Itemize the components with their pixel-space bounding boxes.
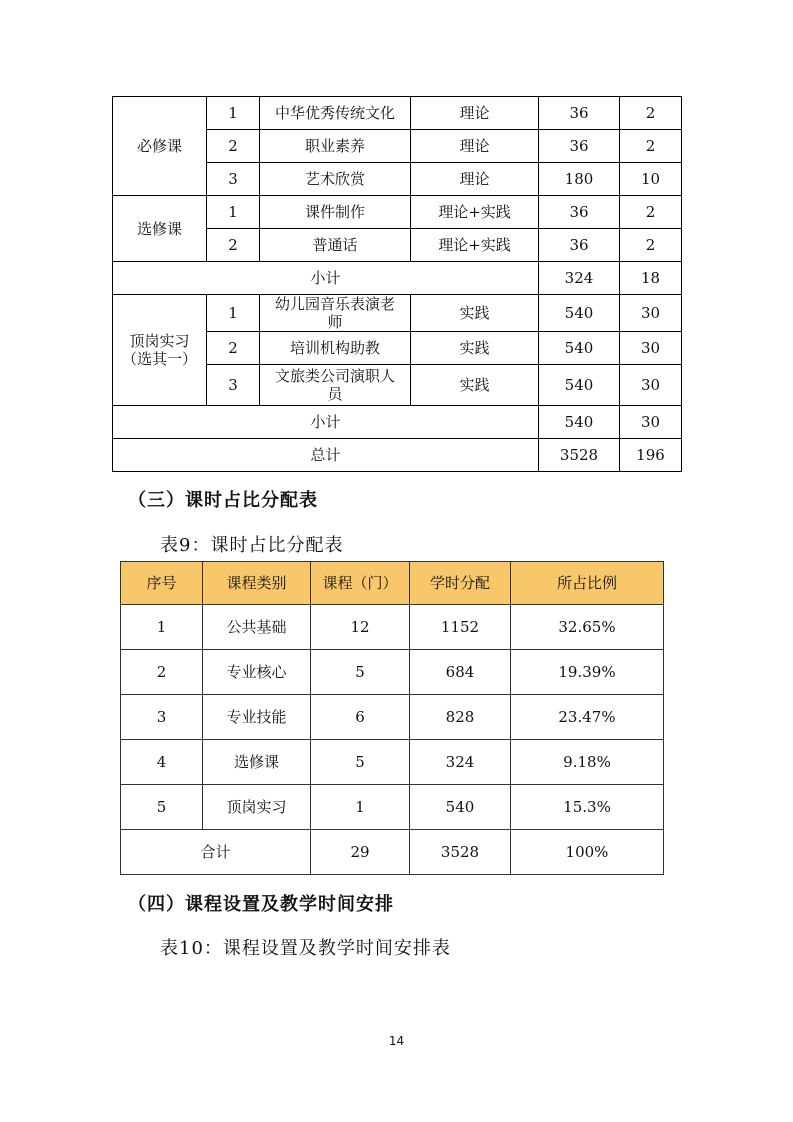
row-number: 2 bbox=[207, 332, 260, 365]
category-line: 顶岗实习 bbox=[129, 332, 190, 350]
course-type: 理论 bbox=[411, 97, 539, 130]
section-heading: （三）课时占比分配表 bbox=[128, 490, 318, 511]
course-credits: 2 bbox=[620, 196, 682, 229]
total-courses: 29 bbox=[311, 830, 410, 875]
subtotal-credits: 30 bbox=[620, 406, 682, 439]
course-credits: 30 bbox=[620, 332, 682, 365]
section-heading: （四）课程设置及教学时间安排 bbox=[128, 894, 394, 915]
page-number: 14 bbox=[388, 1034, 405, 1048]
course-credits: 2 bbox=[620, 229, 682, 262]
course-name: 课件制作 bbox=[260, 196, 411, 229]
subtotal-credits: 18 bbox=[620, 262, 682, 295]
total-hours: 3528 bbox=[539, 439, 620, 472]
column-header: 学时分配 bbox=[410, 562, 511, 605]
table-row bbox=[113, 295, 682, 332]
course-hours: 540 bbox=[539, 295, 620, 332]
course-count: 5 bbox=[311, 740, 410, 785]
row-number: 1 bbox=[207, 97, 260, 130]
course-credits: 2 bbox=[620, 97, 682, 130]
column-header: 所占比例 bbox=[511, 562, 664, 605]
course-category: 专业技能 bbox=[203, 695, 311, 740]
course-credits: 2 bbox=[620, 130, 682, 163]
course-type: 实践 bbox=[411, 332, 539, 365]
hours-allocation: 540 bbox=[410, 785, 511, 830]
hours-allocation: 1152 bbox=[410, 605, 511, 650]
course-hours: 180 bbox=[539, 163, 620, 196]
table-row bbox=[121, 740, 664, 785]
course-name: 普通话 bbox=[260, 229, 411, 262]
column-header: 课程类别 bbox=[203, 562, 311, 605]
course-hours: 540 bbox=[539, 365, 620, 406]
row-number: 1 bbox=[207, 295, 260, 332]
course-count: 12 bbox=[311, 605, 410, 650]
course-name: 培训机构助教 bbox=[260, 332, 411, 365]
table-caption: 表10：课程设置及教学时间安排表 bbox=[160, 938, 451, 959]
course-type: 理论+实践 bbox=[411, 196, 539, 229]
hours-allocation: 324 bbox=[410, 740, 511, 785]
table-row bbox=[121, 785, 664, 830]
ratio-value: 23.47% bbox=[511, 695, 664, 740]
ratio-value: 9.18% bbox=[511, 740, 664, 785]
course-hours: 540 bbox=[539, 332, 620, 365]
ratio-value: 15.3% bbox=[511, 785, 664, 830]
course-credits: 30 bbox=[620, 365, 682, 406]
course-name: 中华优秀传统文化 bbox=[260, 97, 411, 130]
course-credits: 10 bbox=[620, 163, 682, 196]
course-count: 1 bbox=[311, 785, 410, 830]
total-label: 总计 bbox=[113, 439, 539, 472]
ratio-value: 19.39% bbox=[511, 650, 664, 695]
table-row bbox=[121, 650, 664, 695]
category-line: （选其一） bbox=[121, 350, 197, 368]
course-name: 职业素养 bbox=[260, 130, 411, 163]
course-name: 文旅类公司演职人员 bbox=[260, 365, 411, 406]
category-cell: 必修课 bbox=[113, 97, 207, 196]
row-number: 3 bbox=[207, 365, 260, 406]
course-type: 理论 bbox=[411, 163, 539, 196]
subtotal-row bbox=[113, 262, 682, 295]
course-count: 6 bbox=[311, 695, 410, 740]
total-row bbox=[121, 830, 664, 875]
subtotal-row bbox=[113, 406, 682, 439]
course-hours: 36 bbox=[539, 229, 620, 262]
row-number: 4 bbox=[121, 740, 203, 785]
total-label: 合计 bbox=[121, 830, 311, 875]
total-credits: 196 bbox=[620, 439, 682, 472]
hours-allocation: 684 bbox=[410, 650, 511, 695]
course-type: 实践 bbox=[411, 365, 539, 406]
course-hours: 36 bbox=[539, 196, 620, 229]
course-category: 公共基础 bbox=[203, 605, 311, 650]
subtotal-hours: 324 bbox=[539, 262, 620, 295]
row-number: 2 bbox=[121, 650, 203, 695]
total-ratio: 100% bbox=[511, 830, 664, 875]
course-category: 顶岗实习 bbox=[203, 785, 311, 830]
ratio-value: 32.65% bbox=[511, 605, 664, 650]
course-credits: 30 bbox=[620, 295, 682, 332]
column-header: 序号 bbox=[121, 562, 203, 605]
table-row bbox=[113, 97, 682, 130]
table-row bbox=[113, 196, 682, 229]
subtotal-hours: 540 bbox=[539, 406, 620, 439]
category-cell: 选修课 bbox=[113, 196, 207, 262]
course-hours: 36 bbox=[539, 97, 620, 130]
course-table bbox=[112, 96, 682, 472]
course-category: 选修课 bbox=[203, 740, 311, 785]
course-category: 专业核心 bbox=[203, 650, 311, 695]
hours-allocation: 828 bbox=[410, 695, 511, 740]
total-hours: 3528 bbox=[410, 830, 511, 875]
row-number: 5 bbox=[121, 785, 203, 830]
table-row bbox=[121, 605, 664, 650]
category-cell bbox=[113, 295, 207, 406]
table-row bbox=[121, 695, 664, 740]
row-number: 3 bbox=[121, 695, 203, 740]
course-type: 理论 bbox=[411, 130, 539, 163]
column-header: 课程（门） bbox=[311, 562, 410, 605]
row-number: 1 bbox=[207, 196, 260, 229]
subtotal-label: 小计 bbox=[113, 406, 539, 439]
table-caption: 表9：课时占比分配表 bbox=[160, 535, 344, 556]
course-type: 实践 bbox=[411, 295, 539, 332]
ratio-table bbox=[120, 561, 664, 875]
course-hours: 36 bbox=[539, 130, 620, 163]
course-name: 艺术欣赏 bbox=[260, 163, 411, 196]
subtotal-label: 小计 bbox=[113, 262, 539, 295]
row-number: 1 bbox=[121, 605, 203, 650]
row-number: 3 bbox=[207, 163, 260, 196]
table-header-row bbox=[121, 562, 664, 605]
course-count: 5 bbox=[311, 650, 410, 695]
course-name: 幼儿园音乐表演老师 bbox=[260, 295, 411, 332]
course-type: 理论+实践 bbox=[411, 229, 539, 262]
row-number: 2 bbox=[207, 229, 260, 262]
total-row bbox=[113, 439, 682, 472]
row-number: 2 bbox=[207, 130, 260, 163]
